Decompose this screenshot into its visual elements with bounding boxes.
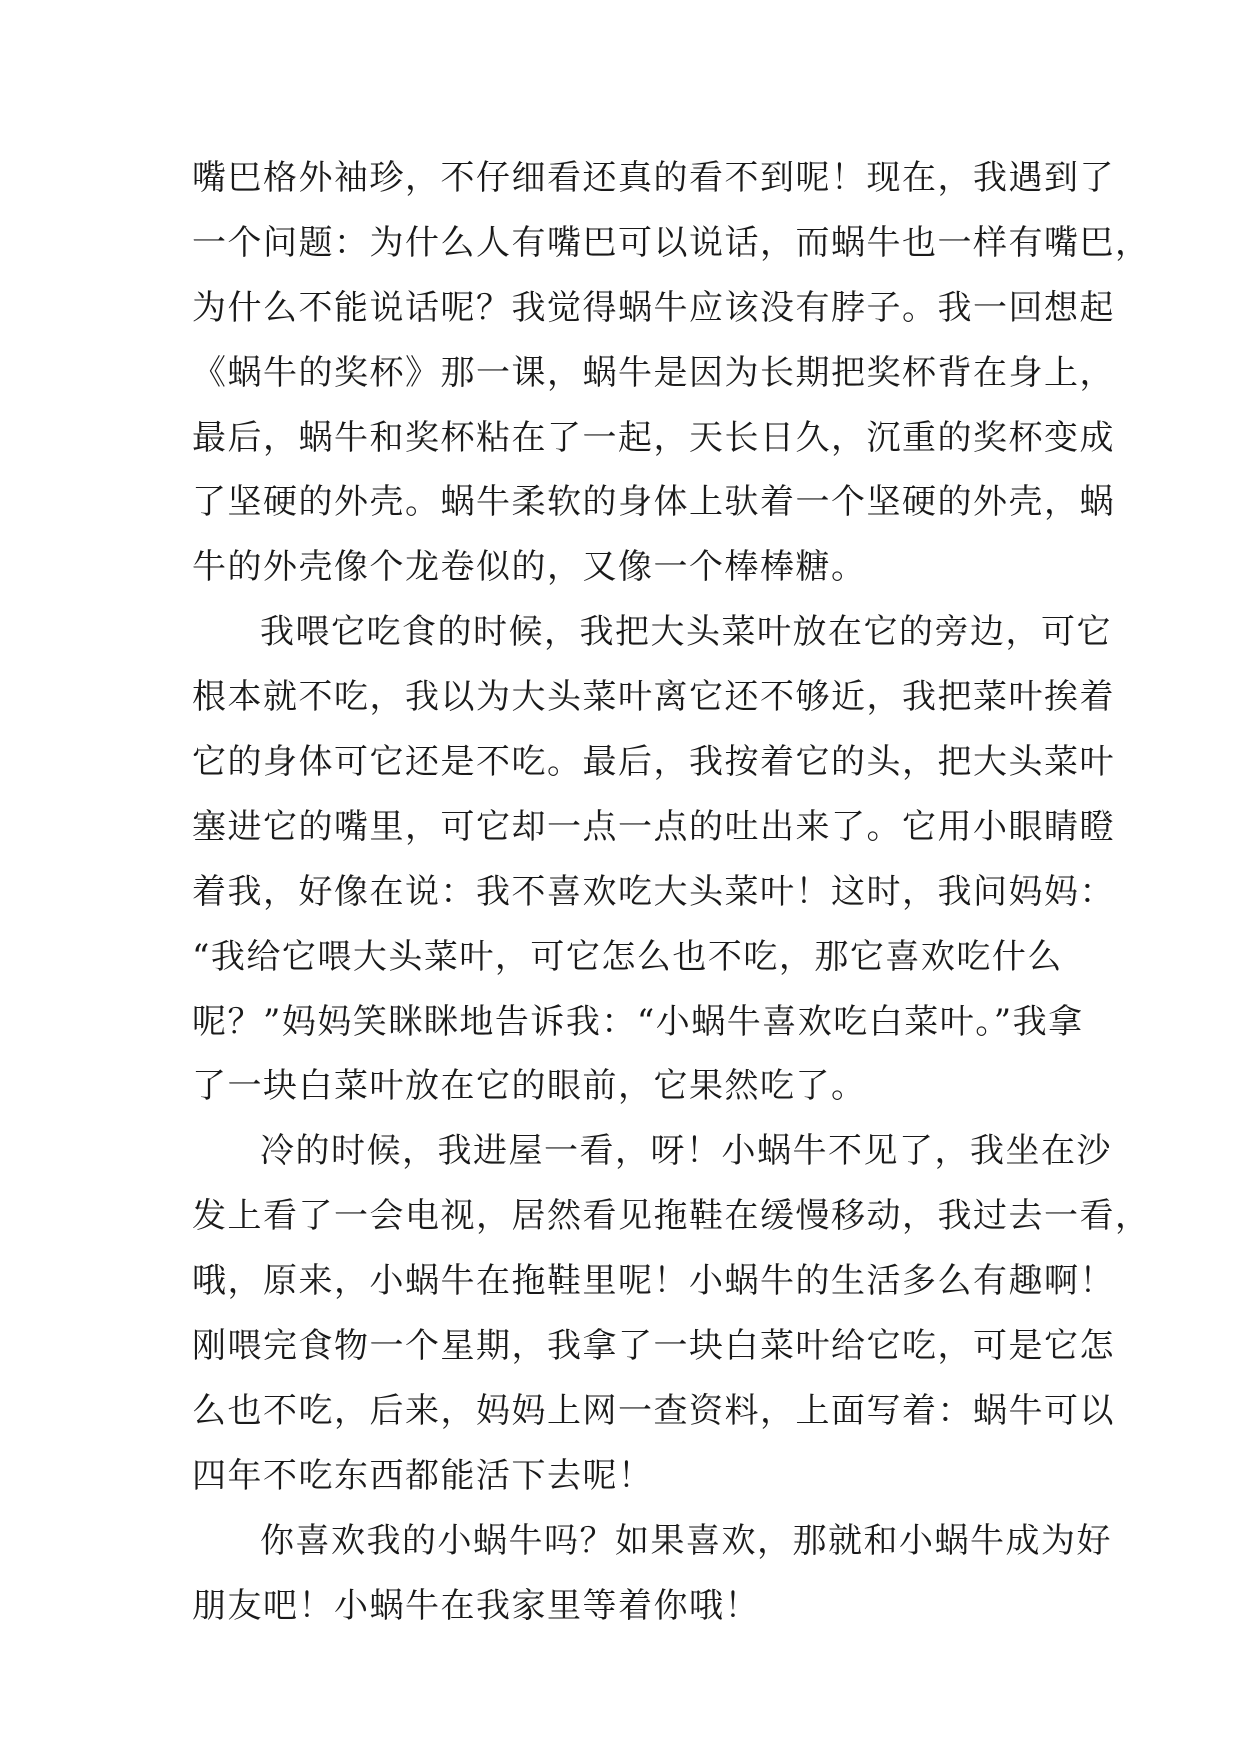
text-line: 发上看了一会电视，居然看见拖鞋在缓慢移动，我过去一看， — [192, 1196, 1151, 1237]
text-line: 它的身体可它还是不吃。最后，我按着它的头，把大头菜叶 — [192, 742, 1115, 783]
text-line: 一个问题：为什么人有嘴巴可以说话，而蜗牛也一样有嘴巴， — [192, 222, 1151, 263]
text-line: 刚喂完食物一个星期，我拿了一块白菜叶给它吃，可是它怎 — [192, 1326, 1115, 1367]
text-line: 最后，蜗牛和奖杯粘在了一起，天长日久，沉重的奖杯变成 — [192, 417, 1115, 458]
paragraph-first-line: 冷的时候，我进屋一看，呀！小蜗牛不见了，我坐在沙 — [260, 1131, 1112, 1172]
body-text — [192, 158, 1151, 1650]
text-line: 呢？”妈妈笑眯眯地告诉我：“小蜗牛喜欢吃白菜叶。”我拿 — [192, 1001, 1084, 1042]
text-line: 塞进它的嘴里，可它却一点一点的吐出来了。它用小眼睛瞪 — [192, 806, 1115, 847]
text-line: 了一块白菜叶放在它的眼前，它果然吃了。 — [192, 1066, 867, 1107]
text-line: 着我，好像在说：我不喜欢吃大头菜叶！这时，我问妈妈： — [192, 871, 1115, 912]
paragraph-first-line: 你喜欢我的小蜗牛吗？如果喜欢，那就和小蜗牛成为好 — [260, 1520, 1112, 1561]
text-line: “我给它喂大头菜叶，可它怎么也不吃，那它喜欢吃什么 — [192, 936, 1063, 977]
text-line: 根本就不吃，我以为大头菜叶离它还不够近，我把菜叶挨着 — [192, 677, 1115, 718]
text-line: 么也不吃，后来，妈妈上网一查资料，上面写着：蜗牛可以 — [192, 1390, 1115, 1431]
text-line: 四年不吃东西都能活下去呢！ — [192, 1455, 654, 1496]
text-line: 朋友吧！小蜗牛在我家里等着你哦！ — [192, 1585, 760, 1626]
text-line: 哦，原来，小蜗牛在拖鞋里呢！小蜗牛的生活多么有趣啊！ — [192, 1261, 1115, 1302]
text-line: 嘴巴格外袖珍，不仔细看还真的看不到呢！现在，我遇到了 — [192, 158, 1115, 198]
text-line: 牛的外壳像个龙卷似的，又像一个棒棒糖。 — [192, 547, 867, 588]
text-line: 为什么不能说话呢？我觉得蜗牛应该没有脖子。我一回想起 — [192, 287, 1115, 328]
paragraph-first-line: 我喂它吃食的时候，我把大头菜叶放在它的旁边，可它 — [260, 612, 1112, 653]
text-line: 《蜗牛的奖杯》那一课，蜗牛是因为长期把奖杯背在身上， — [192, 352, 1115, 393]
text-line: 了坚硬的外壳。蜗牛柔软的身体上驮着一个坚硬的外壳，蜗 — [192, 482, 1115, 523]
